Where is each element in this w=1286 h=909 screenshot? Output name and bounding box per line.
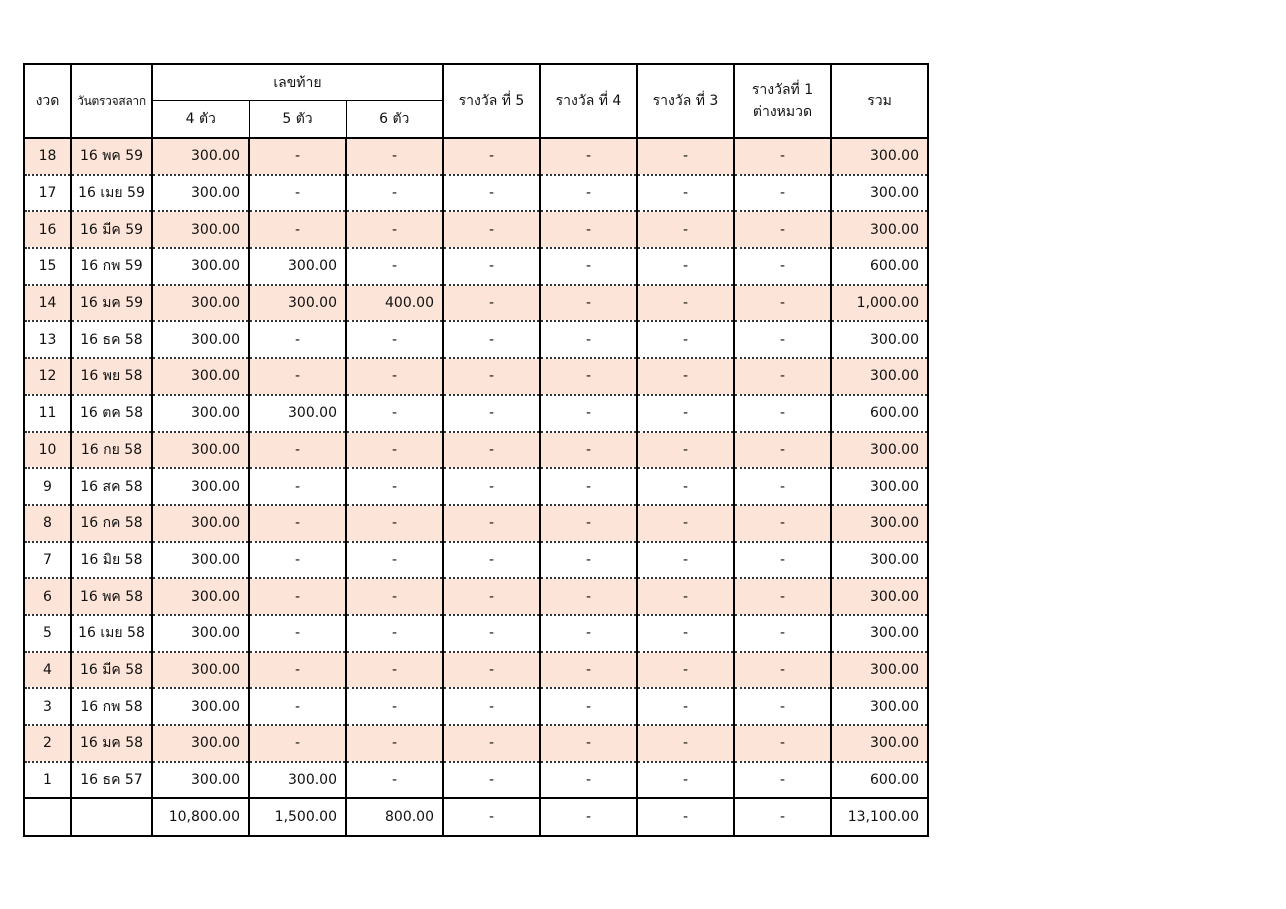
table-row [24, 762, 928, 799]
table-row [24, 542, 928, 579]
header-draw-no: งวด [24, 64, 71, 138]
row-total-cell: 300.00 [831, 688, 928, 725]
prize-3-cell: - [637, 542, 734, 579]
totals-prize-1-cell: - [734, 798, 831, 836]
tail-6-cell: - [346, 211, 443, 248]
tail-4-cell: 300.00 [152, 138, 249, 175]
tail-5-cell: - [249, 578, 346, 615]
prize-5-cell: - [443, 285, 540, 322]
prize-1-cell: - [734, 652, 831, 689]
header-tail-6-digits: 6 ตัว [346, 101, 443, 139]
draw-no-cell: 3 [24, 688, 71, 725]
prize-4-cell: - [540, 578, 637, 615]
tail-6-cell: - [346, 468, 443, 505]
check-date-cell: 16 มีค 58 [71, 652, 152, 689]
header-tail-5-digits: 5 ตัว [249, 101, 346, 139]
tail-5-cell: - [249, 542, 346, 579]
prize-4-cell: - [540, 138, 637, 175]
tail-5-cell: 300.00 [249, 248, 346, 285]
tail-5-cell: 300.00 [249, 762, 346, 799]
prize-1-cell: - [734, 138, 831, 175]
table-row [24, 138, 928, 175]
tail-5-cell: - [249, 615, 346, 652]
prize-5-cell: - [443, 211, 540, 248]
prize-4-cell: - [540, 211, 637, 248]
tail-4-cell: 300.00 [152, 285, 249, 322]
prize-3-cell: - [637, 175, 734, 212]
totals-date-cell [71, 798, 152, 836]
table-row [24, 725, 928, 762]
tail-4-cell: 300.00 [152, 762, 249, 799]
draw-no-cell: 5 [24, 615, 71, 652]
row-total-cell: 600.00 [831, 762, 928, 799]
table-row [24, 652, 928, 689]
tail-6-cell: - [346, 175, 443, 212]
check-date-cell: 16 กย 58 [71, 432, 152, 469]
row-total-cell: 300.00 [831, 652, 928, 689]
row-total-cell: 300.00 [831, 321, 928, 358]
prize-3-cell: - [637, 725, 734, 762]
header-prize-3: รางวัล ที่ 3 [637, 64, 734, 138]
tail-5-cell: - [249, 358, 346, 395]
prize-5-cell: - [443, 615, 540, 652]
prize-3-cell: - [637, 395, 734, 432]
tail-5-cell: - [249, 321, 346, 358]
draw-no-cell: 10 [24, 432, 71, 469]
prize-4-cell: - [540, 725, 637, 762]
tail-4-cell: 300.00 [152, 321, 249, 358]
prize-5-cell: - [443, 505, 540, 542]
table-row [24, 432, 928, 469]
totals-row [24, 798, 928, 836]
draw-no-cell: 4 [24, 652, 71, 689]
prize-3-cell: - [637, 321, 734, 358]
tail-6-cell: - [346, 615, 443, 652]
check-date-cell: 16 พค 59 [71, 138, 152, 175]
prize-5-cell: - [443, 725, 540, 762]
row-total-cell: 600.00 [831, 248, 928, 285]
tail-4-cell: 300.00 [152, 211, 249, 248]
prize-5-cell: - [443, 688, 540, 725]
draw-no-cell: 17 [24, 175, 71, 212]
table-row [24, 248, 928, 285]
prize-1-cell: - [734, 321, 831, 358]
row-total-cell: 300.00 [831, 725, 928, 762]
header-tail-digits-group: เลขท้าย [152, 64, 443, 101]
prize-3-cell: - [637, 248, 734, 285]
prize-1-cell: - [734, 725, 831, 762]
prize-1-cell: - [734, 762, 831, 799]
prize-1-cell: - [734, 542, 831, 579]
totals-prize-4-cell: - [540, 798, 637, 836]
tail-4-cell: 300.00 [152, 688, 249, 725]
prize-4-cell: - [540, 468, 637, 505]
table-row [24, 321, 928, 358]
prize-3-cell: - [637, 652, 734, 689]
draw-no-cell: 14 [24, 285, 71, 322]
prize-1-cell: - [734, 175, 831, 212]
prize-4-cell: - [540, 762, 637, 799]
table-row [24, 578, 928, 615]
header-check-date: วันตรวจสลาก [71, 64, 152, 138]
check-date-cell: 16 ธค 57 [71, 762, 152, 799]
prize-4-cell: - [540, 175, 637, 212]
prize-3-cell: - [637, 138, 734, 175]
draw-no-cell: 12 [24, 358, 71, 395]
prize-5-cell: - [443, 432, 540, 469]
prize-4-cell: - [540, 688, 637, 725]
prize-4-cell: - [540, 248, 637, 285]
tail-6-cell: 400.00 [346, 285, 443, 322]
tail-6-cell: - [346, 358, 443, 395]
prize-1-cell: - [734, 285, 831, 322]
row-total-cell: 300.00 [831, 432, 928, 469]
tail-4-cell: 300.00 [152, 358, 249, 395]
check-date-cell: 16 กพ 59 [71, 248, 152, 285]
prize-4-cell: - [540, 505, 637, 542]
tail-5-cell: 300.00 [249, 395, 346, 432]
check-date-cell: 16 กพ 58 [71, 688, 152, 725]
totals-prize-3-cell: - [637, 798, 734, 836]
row-total-cell: 300.00 [831, 138, 928, 175]
check-date-cell: 16 พค 58 [71, 578, 152, 615]
totals-tail-5-cell: 1,500.00 [249, 798, 346, 836]
draw-no-cell: 1 [24, 762, 71, 799]
header-prize-5: รางวัล ที่ 5 [443, 64, 540, 138]
tail-5-cell: 300.00 [249, 285, 346, 322]
tail-6-cell: - [346, 578, 443, 615]
prize-5-cell: - [443, 468, 540, 505]
prize-1-cell: - [734, 211, 831, 248]
row-total-cell: 300.00 [831, 542, 928, 579]
table-body [24, 138, 928, 798]
prize-5-cell: - [443, 542, 540, 579]
check-date-cell: 16 กค 58 [71, 505, 152, 542]
check-date-cell: 16 ธค 58 [71, 321, 152, 358]
row-total-cell: 300.00 [831, 578, 928, 615]
tail-4-cell: 300.00 [152, 248, 249, 285]
prize-5-cell: - [443, 578, 540, 615]
row-total-cell: 300.00 [831, 175, 928, 212]
prize-4-cell: - [540, 542, 637, 579]
row-total-cell: 600.00 [831, 395, 928, 432]
prize-5-cell: - [443, 138, 540, 175]
tail-4-cell: 300.00 [152, 468, 249, 505]
table-row [24, 615, 928, 652]
prize-3-cell: - [637, 285, 734, 322]
totals-grand-total-cell: 13,100.00 [831, 798, 928, 836]
header-prize-1-other-series [734, 64, 831, 138]
prize-1-cell: - [734, 578, 831, 615]
table-row [24, 468, 928, 505]
check-date-cell: 16 มีค 59 [71, 211, 152, 248]
prize-1-cell: - [734, 395, 831, 432]
header-prize-4: รางวัล ที่ 4 [540, 64, 637, 138]
draw-no-cell: 13 [24, 321, 71, 358]
row-total-cell: 300.00 [831, 211, 928, 248]
draw-no-cell: 16 [24, 211, 71, 248]
lottery-winnings-table [23, 63, 929, 837]
tail-5-cell: - [249, 652, 346, 689]
prize-1-cell: - [734, 505, 831, 542]
row-total-cell: 1,000.00 [831, 285, 928, 322]
table-row [24, 285, 928, 322]
prize-1-cell: - [734, 615, 831, 652]
table-row [24, 211, 928, 248]
tail-5-cell: - [249, 505, 346, 542]
prize-4-cell: - [540, 285, 637, 322]
draw-no-cell: 2 [24, 725, 71, 762]
prize-1-cell: - [734, 358, 831, 395]
table-row [24, 358, 928, 395]
tail-4-cell: 300.00 [152, 578, 249, 615]
check-date-cell: 16 ตค 58 [71, 395, 152, 432]
prize-4-cell: - [540, 615, 637, 652]
header-prize-1-line2: ต่างหมวด [752, 104, 813, 120]
header-prize-1-line1: รางวัลที่ 1 [751, 82, 814, 98]
check-date-cell: 16 พย 58 [71, 358, 152, 395]
table-header [24, 64, 928, 138]
check-date-cell: 16 มค 59 [71, 285, 152, 322]
draw-no-cell: 15 [24, 248, 71, 285]
tail-5-cell: - [249, 138, 346, 175]
tail-4-cell: 300.00 [152, 395, 249, 432]
prize-4-cell: - [540, 432, 637, 469]
prize-4-cell: - [540, 395, 637, 432]
tail-4-cell: 300.00 [152, 725, 249, 762]
totals-prize-5-cell: - [443, 798, 540, 836]
prize-3-cell: - [637, 688, 734, 725]
tail-6-cell: - [346, 505, 443, 542]
tail-5-cell: - [249, 725, 346, 762]
prize-1-cell: - [734, 248, 831, 285]
tail-5-cell: - [249, 175, 346, 212]
prize-3-cell: - [637, 762, 734, 799]
table-row [24, 505, 928, 542]
prize-1-cell: - [734, 468, 831, 505]
tail-5-cell: - [249, 211, 346, 248]
tail-5-cell: - [249, 468, 346, 505]
tail-4-cell: 300.00 [152, 505, 249, 542]
header-total: รวม [831, 64, 928, 138]
check-date-cell: 16 เมย 59 [71, 175, 152, 212]
tail-6-cell: - [346, 248, 443, 285]
table-row [24, 688, 928, 725]
table-row [24, 395, 928, 432]
table-footer [24, 798, 928, 836]
totals-tail-4-cell: 10,800.00 [152, 798, 249, 836]
row-total-cell: 300.00 [831, 505, 928, 542]
prize-4-cell: - [540, 652, 637, 689]
totals-no-cell [24, 798, 71, 836]
tail-6-cell: - [346, 762, 443, 799]
check-date-cell: 16 มค 58 [71, 725, 152, 762]
draw-no-cell: 6 [24, 578, 71, 615]
prize-3-cell: - [637, 358, 734, 395]
prize-3-cell: - [637, 432, 734, 469]
header-tail-4-digits: 4 ตัว [152, 101, 249, 139]
draw-no-cell: 11 [24, 395, 71, 432]
tail-4-cell: 300.00 [152, 542, 249, 579]
tail-6-cell: - [346, 321, 443, 358]
prize-3-cell: - [637, 468, 734, 505]
prize-3-cell: - [637, 505, 734, 542]
totals-tail-6-cell: 800.00 [346, 798, 443, 836]
check-date-cell: 16 มิย 58 [71, 542, 152, 579]
prize-3-cell: - [637, 615, 734, 652]
row-total-cell: 300.00 [831, 615, 928, 652]
draw-no-cell: 7 [24, 542, 71, 579]
prize-5-cell: - [443, 175, 540, 212]
prize-5-cell: - [443, 358, 540, 395]
prize-5-cell: - [443, 395, 540, 432]
tail-5-cell: - [249, 688, 346, 725]
prize-5-cell: - [443, 248, 540, 285]
prize-5-cell: - [443, 652, 540, 689]
tail-6-cell: - [346, 542, 443, 579]
check-date-cell: 16 เมย 58 [71, 615, 152, 652]
draw-no-cell: 9 [24, 468, 71, 505]
row-total-cell: 300.00 [831, 468, 928, 505]
table-row [24, 175, 928, 212]
tail-6-cell: - [346, 652, 443, 689]
tail-6-cell: - [346, 395, 443, 432]
tail-4-cell: 300.00 [152, 432, 249, 469]
tail-6-cell: - [346, 432, 443, 469]
tail-6-cell: - [346, 725, 443, 762]
tail-6-cell: - [346, 688, 443, 725]
tail-5-cell: - [249, 432, 346, 469]
prize-3-cell: - [637, 578, 734, 615]
draw-no-cell: 8 [24, 505, 71, 542]
prize-1-cell: - [734, 688, 831, 725]
prize-5-cell: - [443, 762, 540, 799]
prize-5-cell: - [443, 321, 540, 358]
draw-no-cell: 18 [24, 138, 71, 175]
row-total-cell: 300.00 [831, 358, 928, 395]
check-date-cell: 16 สค 58 [71, 468, 152, 505]
prize-4-cell: - [540, 321, 637, 358]
tail-4-cell: 300.00 [152, 175, 249, 212]
tail-4-cell: 300.00 [152, 615, 249, 652]
tail-6-cell: - [346, 138, 443, 175]
prize-4-cell: - [540, 358, 637, 395]
tail-4-cell: 300.00 [152, 652, 249, 689]
prize-3-cell: - [637, 211, 734, 248]
prize-1-cell: - [734, 432, 831, 469]
